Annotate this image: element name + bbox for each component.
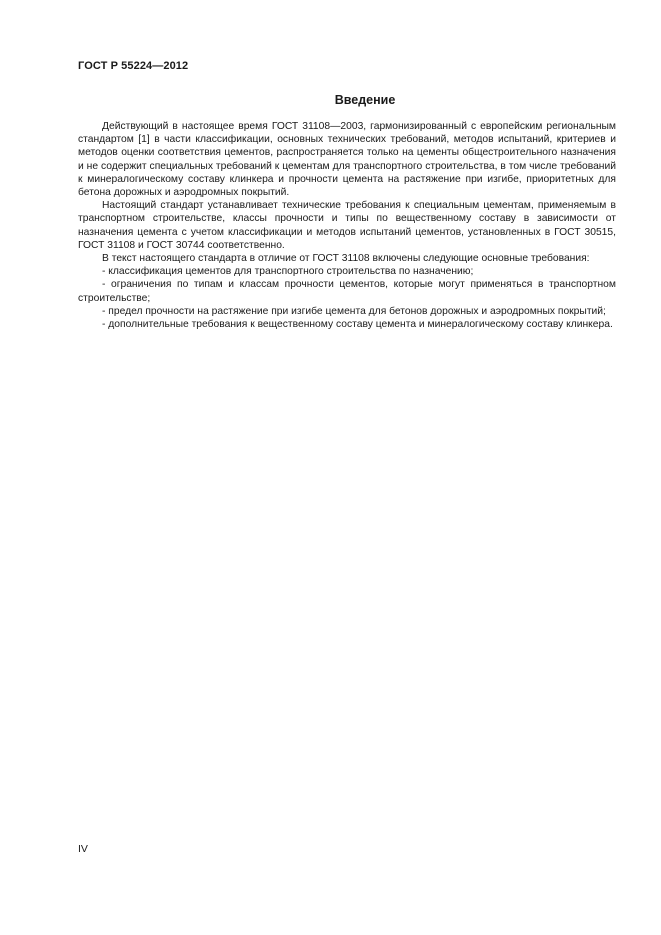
introduction-body bbox=[78, 120, 616, 331]
paragraph-current-standard: Действующий в настоящее время ГОСТ 31108—2003, гармонизированный с европейским региональным стандартом [1] в части классификации, основных технических требований, методов испытаний, критериев и методов оценки соответствия цементов, распространяется только на цементы общестроительного назначения и не содержит специальных требований к цементам для транспортного строительства, в том числе требований к минералогическому составу клинкера и прочности цемента на растяжение при изгибе, приоритетных для бетона дорожных и аэродромных покрытий. bbox=[78, 121, 616, 199]
list-item-classification: - классификация цементов для транспортного строительства по назначению; bbox=[102, 266, 474, 278]
paragraph-requirements-intro: В текст настоящего стандарта в отличие от ГОСТ 31108 включены следующие основные требования: bbox=[102, 253, 590, 265]
page-number: IV bbox=[78, 843, 88, 855]
standard-code-header: ГОСТ Р 55224—2012 bbox=[78, 60, 189, 72]
list-item-flexural-strength: - предел прочности на растяжение при изгибе цемента для бетонов дорожных и аэродромных покрытий; bbox=[102, 305, 606, 317]
list-item-composition: - дополнительные требования к вещественному составу цемента и минералогическому составу клинкера. bbox=[102, 319, 613, 331]
section-title: Введение bbox=[334, 93, 396, 107]
paragraph-scope: Настоящий стандарт устанавливает технические требования к специальным цементам, применяемым в транспортном строительстве, классы прочности и типы по вещественному составу в зависимости от назначения цемента с учетом классификации и методов испытаний цементов, установленных в ГОСТ 30515, ГОСТ 31108 и ГОСТ 30744 соответственно. bbox=[78, 200, 616, 251]
list-item-limitations: - ограничения по типам и классам прочности цементов, которые могут применяться в транспортном строительстве; bbox=[78, 279, 616, 304]
